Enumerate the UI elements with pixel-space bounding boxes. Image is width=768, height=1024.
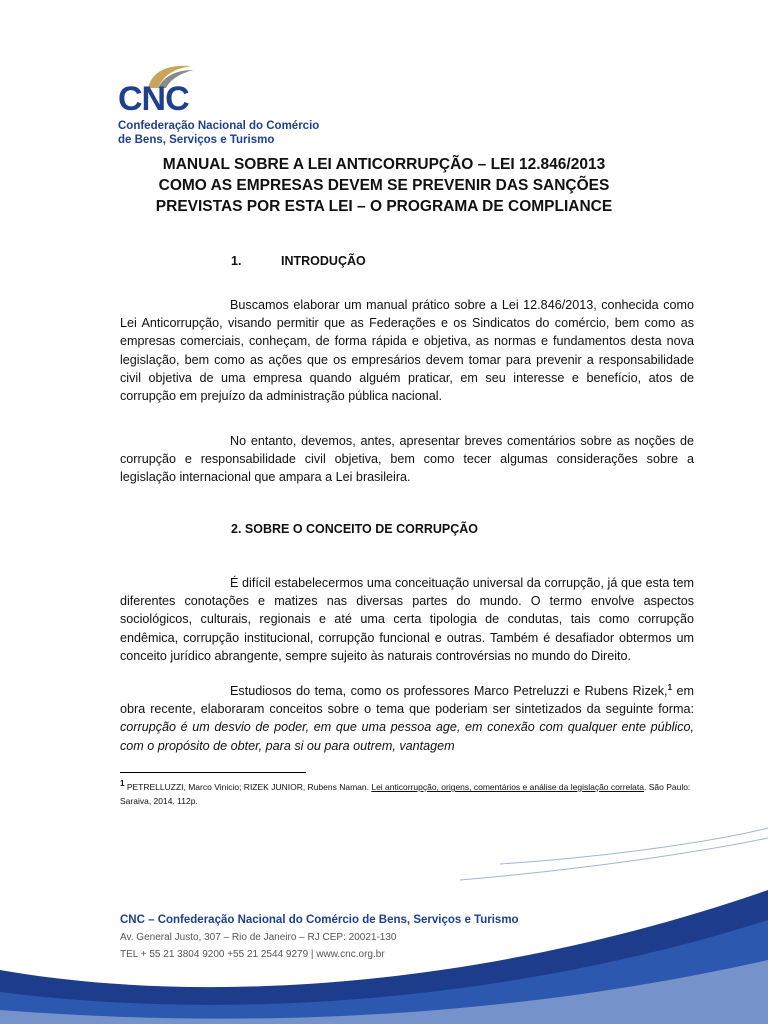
- section2-heading: 2. SOBRE O CONCEITO DE CORRUPÇÃO: [231, 522, 479, 536]
- footer-address: Av. General Justo, 307 – Rio de Janeiro – RJ CEP: 20021-130: [120, 932, 397, 943]
- footnote: [120, 780, 694, 808]
- corruption-paragraph-1-text: É difícil estabelecermos uma conceituação universal da corrupção, já que esta tem diferentes conotações e matizes nas diversas partes do mundo. O termo envolve aspectos sociológicos, culturais, regionais e até uma certa tipologia de condutas, tais como corrupção endêmica, corrupção institucional, corrupção funcional e outras. Também é desafiador obtermos um conceito jurídico abrangente, sempre sujeito às naturais controvérsias no mundo do Direito.: [120, 576, 694, 663]
- corruption-paragraph-2-text-a: Estudiosos do tema, como os professores Marco Petreluzzi e Rubens Rizek,: [230, 684, 668, 698]
- corruption-paragraph-1: [120, 574, 694, 665]
- footnote-number: 1: [120, 779, 125, 789]
- section1-number: 1.: [231, 254, 242, 268]
- corruption-definition-quote: corrupção é um desvio de poder, em que uma pessoa age, em conexão com qualquer ente público, com o propósito de obter, para si ou para outrem, vantagem: [120, 720, 694, 753]
- title-line-1: MANUAL SOBRE A LEI ANTICORRUPÇÃO – LEI 12.846/2013: [162, 156, 606, 173]
- intro-paragraph-2: [120, 432, 694, 487]
- footnote-separator: [120, 772, 306, 773]
- footnote-reference[interactable]: 1: [667, 682, 673, 692]
- intro-paragraph-1: [120, 296, 694, 405]
- footnote-book-title: Lei anticorrupção, origens, comentários e análise da legislação correlata: [371, 782, 644, 792]
- logo-tagline: [118, 119, 319, 147]
- footnote-authors: PETRELLUZZI, Marco Vinicio; RIZEK JUNIOR, Rubens Naman.: [124, 782, 372, 792]
- intro-paragraph-2-text: No entanto, devemos, antes, apresentar breves comentários sobre as noções de corrupção e responsabilidade civil objetiva, bem como tecer algumas considerações sobre a legislação internacional que ampara a Lei brasileira.: [120, 434, 694, 485]
- footnote-publisher: . São Paulo: Saraiva, 2014. 112p.: [120, 782, 691, 806]
- section1-heading: INTRODUÇÃO: [281, 254, 366, 268]
- document-title: [120, 154, 648, 217]
- intro-paragraph-1-text: Buscamos elaborar um manual prático sobre a Lei 12.846/2013, conhecida como Lei Anticorrupção, visando permitir que as Federações e os Sindicatos do comércio, bem como as empresas comerciais, conheçam, de forma rápida e objetiva, as normas e fundamentos desta nova legislação, bem como as ações que os empresários devem tomar para prevenir a responsabilidade civil objetiva de uma empresa quando alguém praticar, em seu interesse e benefício, atos de corrupção em prejuízo da administração pública nacional.: [120, 298, 694, 404]
- corruption-paragraph-2-text-b: em obra recente, elaboraram conceitos sobre o tema que poderiam ser sintetizados da seguinte forma:: [120, 684, 694, 717]
- title-line-3: PREVISTAS POR ESTA LEI – O PROGRAMA DE COMPLIANCE: [155, 198, 613, 215]
- footer-contact: [120, 912, 519, 963]
- logo-mark: CNC: [118, 80, 189, 118]
- footer-phone-web: TEL + 55 21 3804 9200 +55 21 2544 9279 | www.cnc.org.br: [120, 949, 385, 960]
- logo-tagline-line2: de Bens, Serviços e Turismo: [118, 134, 275, 146]
- cnc-logo: [118, 60, 318, 152]
- title-line-2: COMO AS EMPRESAS DEVEM SE PREVENIR DAS SANÇÕES: [158, 177, 610, 194]
- footer-organization: CNC – Confederação Nacional do Comércio de Bens, Serviços e Turismo: [120, 914, 519, 926]
- logo-tagline-line1: Confederação Nacional do Comércio: [118, 120, 320, 132]
- corruption-paragraph-2: [120, 682, 694, 755]
